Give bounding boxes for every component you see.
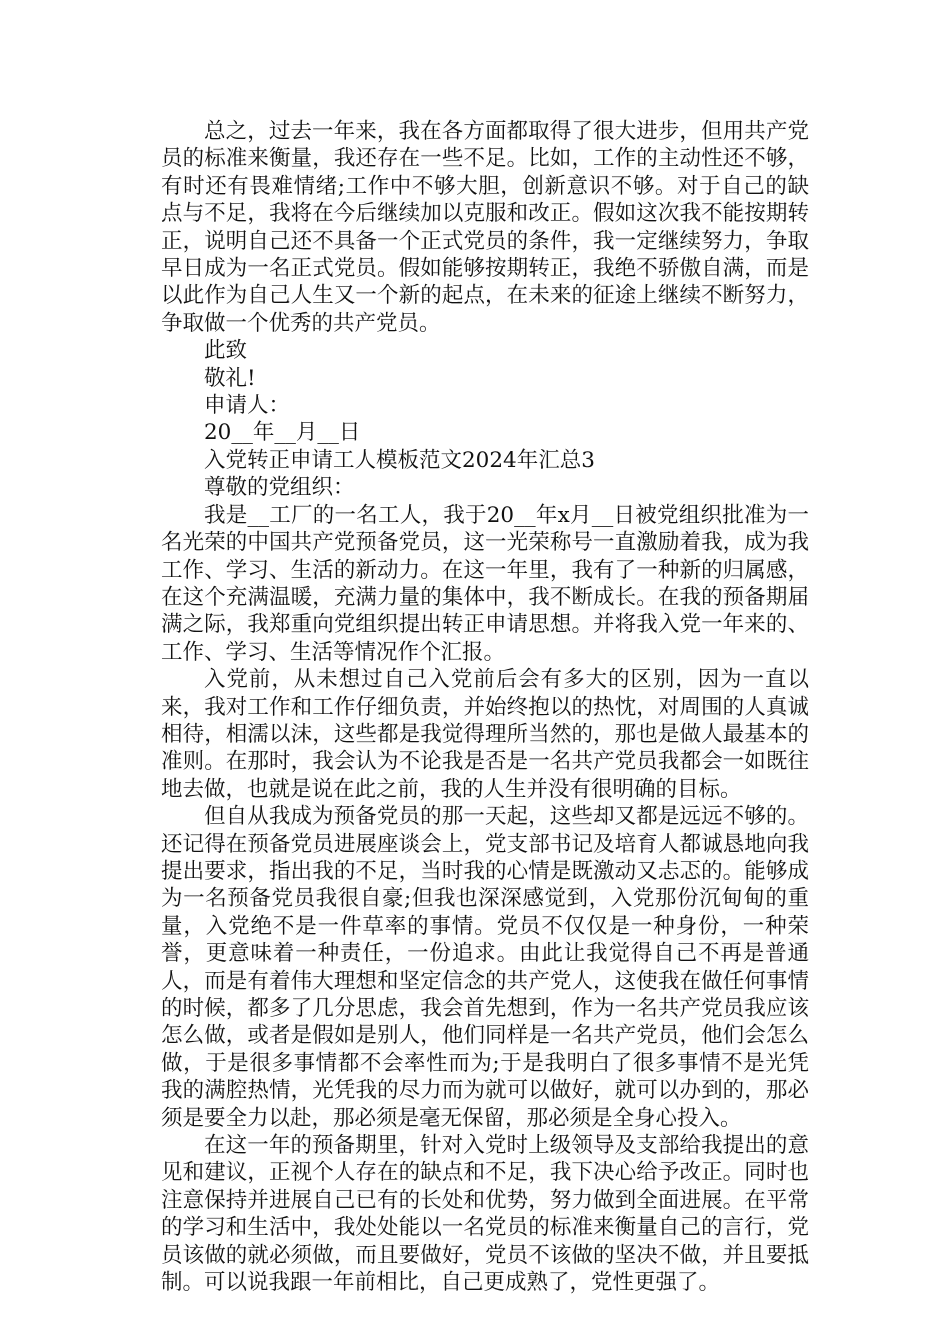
closing-line: 敬礼! (204, 365, 256, 391)
date-line: 20__年__月__日 (204, 420, 361, 446)
salutation: 尊敬的党组织： (204, 475, 355, 501)
document-page (161, 118, 809, 1296)
applicant-label: 申请人： (204, 393, 291, 419)
body-paragraph: 在这一年的预备期里，针对入党时上级领导及支部给我提出的意见和建议，正视个人存在的缺点和不足，我下决心给予改正。同时也注意保持并进展自己已有的长处和优势，努力做到全面进展。在平常的学习和生活中，我处处能以一名党员的标准来衡量自己的言行，党员该做的就必须做，而且要做好，党员不该做的坚决不做，并且要抵制。可以说我跟一年前相比，自己更成熟了，党性更强了。 (161, 1133, 809, 1296)
body-paragraph: 入党前，从未想过自己入党前后会有多大的区别，因为一直以来，我对工作和工作仔细负责，并始终抱以的热忱，对周围的人真诚相待，相濡以沫，这些都是我觉得理所当然的，那也是做人最基本的准则。在那时，我会认为不论我是否是一名共产党员我都会一如既往地去做，也就是说在此之前，我的人生并没有很明确的目标。 (161, 667, 809, 802)
closing-line: 此致 (204, 338, 248, 364)
body-paragraph: 总之，过去一年来，我在各方面都取得了很大进步，但用共产党员的标准来衡量，我还存在一些不足。比如，工作的主动性还不够，有时还有畏难情绪;工作中不够大胆，创新意识不够。对于自己的缺点与不足，我将在今后继续加以克服和改正。假如这次我不能按期转正，说明自己还不具备一个正式党员的条件，我一定继续努力，争取早日成为一名正式党员。假如能够按期转正，我绝不骄傲自满，而是以此作为自己人生又一个新的起点，在未来的征途上继续不断努力，争取做一个优秀的共产党员。 (161, 119, 809, 336)
section-title: 入党转正申请工人模板范文2024年汇总3 (204, 447, 595, 473)
body-paragraph: 但自从我成为预备党员的那一天起，这些却又都是远远不够的。还记得在预备党员进展座谈会上，党支部书记及培育人都诚恳地向我提出要求，指出我的不足，当时我的心情是既激动又忐忑的。能够成为一名预备党员我很自豪;但我也深深感觉到，入党那份沉甸甸的重量，入党绝不是一件草率的事情。党员不仅仅是一种身份，一种荣誉，更意味着一种责任，一份追求。由此让我觉得自己不再是普通人，而是有着伟大理想和坚定信念的共产党人，这使我在做任何事情的时候，都多了几分思虑，我会首先想到，作为一名共产党员我应该怎么做，或者是假如是别人，他们同样是一名共产党员，他们会怎么做，于是很多事情都不会率性而为;于是我明白了很多事情不是光凭我的满腔热情，光凭我的尽力而为就可以做好，就可以办到的，那必须是要全力以赴，那必须是毫无保留，那必须是全身心投入。 (161, 804, 809, 1131)
body-paragraph: 我是__工厂的一名工人，我于20__年x月__日被党组织批准为一名光荣的中国共产党预备党员，这一光荣称号一直激励着我，成为我工作、学习、生活的新动力。在这一年里，我有了一种新的归属感，在这个充满温暖，充满力量的集体中，我不断成长。在我的预备期届满之际，我郑重向党组织提出转正申请思想。并将我入党一年来的、工作、学习、生活等情况作个汇报。 (161, 502, 809, 665)
